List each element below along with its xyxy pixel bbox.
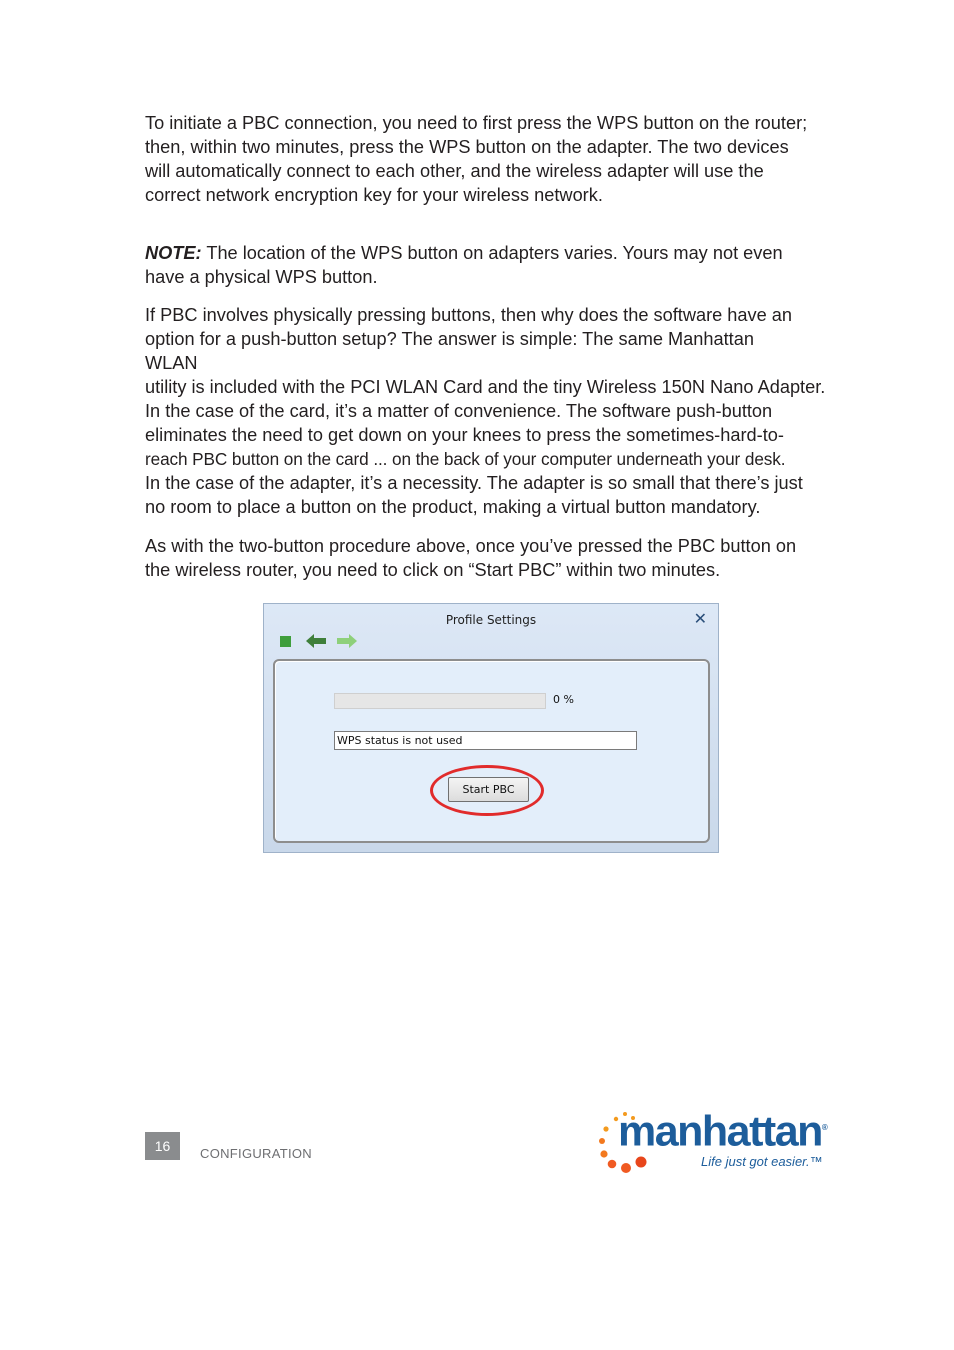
paragraph-push-button-explanation	[145, 303, 845, 519]
paragraph-pbc-intro	[145, 111, 845, 207]
note-label: NOTE:	[145, 243, 202, 263]
text-line: utility is included with the PCI WLAN Card and the tiny Wireless 150N Nano Adapter.	[145, 377, 826, 397]
text-line: In the case of the card, it’s a matter of convenience. The software push-button	[145, 401, 773, 421]
stop-icon[interactable]	[280, 636, 291, 647]
text-line: option for a push-button setup? The answer is simple: The same Manhattan	[145, 329, 754, 349]
section-label: CONFIGURATION	[200, 1146, 312, 1161]
page-number: 16	[145, 1132, 180, 1160]
logo-tagline: Life just got easier.™	[701, 1154, 823, 1169]
text-line: then, within two minutes, press the WPS button on the adapter. The two devices	[145, 137, 789, 157]
text-line: As with the two-button procedure above, once you’ve pressed the PBC button on	[145, 536, 797, 556]
wps-status-field: WPS status is not used	[334, 731, 637, 750]
progress-percent-label: 0 %	[553, 693, 574, 706]
paragraph-start-pbc	[145, 534, 845, 582]
text-line: To initiate a PBC connection, you need to first press the WPS button on the router;	[145, 113, 808, 133]
manhattan-logo	[597, 1103, 837, 1177]
logo-wordmark	[618, 1103, 826, 1156]
text-line: reach PBC button on the card ... on the back of your computer underneath your desk.	[145, 449, 786, 469]
dialog-content-panel	[273, 659, 710, 843]
logo-registered: ®	[821, 1123, 827, 1132]
forward-arrow-icon[interactable]	[336, 633, 358, 649]
text-line: will automatically connect to each other, and the wireless adapter will use the	[145, 161, 764, 181]
text-line: have a physical WPS button.	[145, 267, 378, 287]
text-line: correct network encryption key for your wireless network.	[145, 185, 603, 205]
wps-progress-bar	[334, 693, 546, 709]
start-pbc-button[interactable]: Start PBC	[448, 777, 529, 802]
close-icon[interactable]: ✕	[693, 609, 707, 628]
dialog-title: Profile Settings	[445, 613, 537, 627]
logo-text: manhattan	[618, 1107, 822, 1156]
text-line	[145, 241, 845, 265]
text-line: If PBC involves physically pressing buttons, then why does the software have an	[145, 305, 793, 325]
text-line: WLAN	[145, 353, 198, 373]
note-paragraph	[145, 241, 845, 289]
text-line: eliminates the need to get down on your knees to press the sometimes-hard-to-	[145, 425, 784, 445]
text-line: the wireless router, you need to click on “Start PBC” within two minutes.	[145, 560, 721, 580]
back-arrow-icon[interactable]	[305, 633, 327, 649]
profile-settings-dialog	[263, 603, 719, 853]
note-text: The location of the WPS button on adapters varies. Yours may not even	[206, 243, 783, 263]
text-line: no room to place a button on the product, making a virtual button mandatory.	[145, 497, 761, 517]
text-line: In the case of the adapter, it’s a necessity. The adapter is so small that there’s just	[145, 473, 803, 493]
